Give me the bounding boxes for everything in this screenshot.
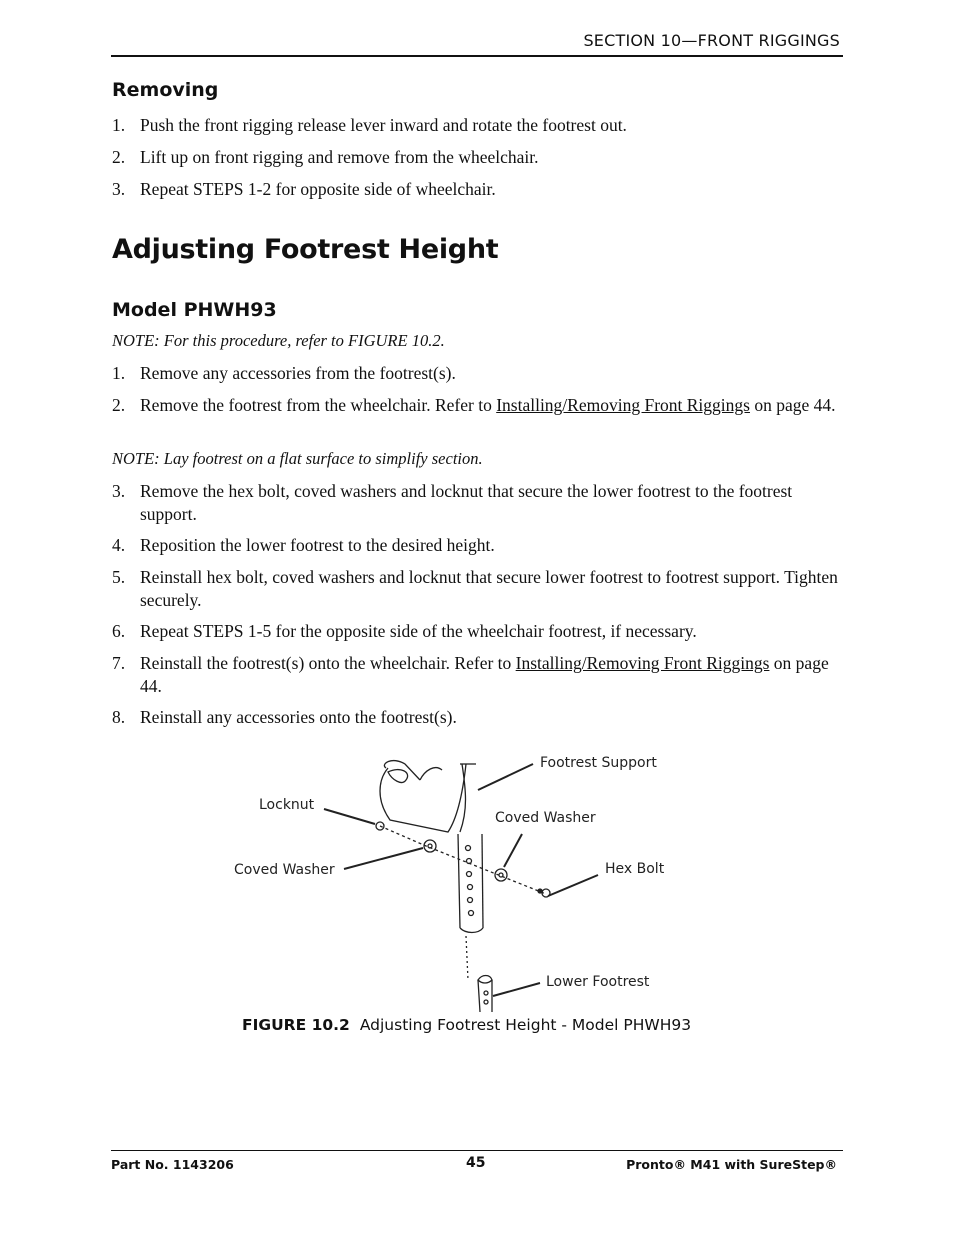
removing-step-3	[112, 178, 842, 201]
removing-step-1	[112, 114, 842, 137]
adjusting-step-8	[112, 706, 842, 729]
step-number: 1.	[112, 363, 126, 383]
step-text: Reinstall any accessories onto the footrest(s).	[140, 707, 457, 727]
label-lower-footrest: Lower Footrest	[546, 974, 650, 990]
adjusting-step-7	[112, 652, 842, 698]
step-text-pre: Reinstall the footrest(s) onto the wheelchair. Refer to	[140, 653, 516, 673]
tube-drawing	[458, 834, 460, 928]
step-number: 3.	[112, 481, 126, 501]
header-rule	[111, 55, 843, 57]
adjusting-step-4	[112, 534, 842, 557]
adjusting-step-1	[112, 362, 842, 385]
step-text: Reinstall hex bolt, coved washers and locknut that secure lower footrest to footrest support. Tighten securely.	[140, 567, 838, 610]
adjusting-step-3	[112, 480, 842, 526]
label-footrest-support: Footrest Support	[540, 755, 657, 771]
step-number: 8.	[112, 707, 126, 727]
step-text: Lift up on front rigging and remove from the wheelchair.	[140, 147, 539, 167]
step-number: 1.	[112, 115, 126, 135]
label-coved-washer-right: Coved Washer	[495, 810, 596, 826]
section-header: SECTION 10—FRONT RIGGINGS	[583, 31, 840, 50]
step-number: 7.	[112, 653, 126, 673]
label-hex-bolt: Hex Bolt	[605, 861, 665, 877]
page-title: Adjusting Footrest Height	[112, 234, 499, 265]
step-number: 2.	[112, 395, 126, 415]
step-text	[140, 652, 842, 698]
note-figure-reference: NOTE: For this procedure, refer to FIGURE 10.2.	[112, 331, 445, 350]
step-text-post: on page 44.	[749, 395, 836, 415]
footer-rule	[111, 1150, 843, 1151]
step-text: Repeat STEPS 1-2 for opposite side of wheelchair.	[140, 179, 496, 199]
label-coved-washer-left: Coved Washer	[234, 862, 335, 878]
step-text-post: on page 44.	[140, 653, 829, 696]
model-heading: Model PHWH93	[112, 299, 277, 321]
step-text-pre: Remove the footrest from the wheelchair. Refer to	[140, 395, 497, 415]
step-number: 3.	[112, 179, 126, 199]
step-number: 6.	[112, 621, 126, 641]
installing-removing-link[interactable]: Installing/Removing Front Riggings	[496, 395, 750, 415]
lower-footrest-drawing	[478, 980, 492, 1012]
step-text: Remove the hex bolt, coved washers and locknut that secure the lower footrest to the footrest support.	[140, 481, 793, 524]
adjusting-step-6	[112, 620, 842, 643]
label-locknut: Locknut	[259, 797, 315, 813]
installing-removing-link[interactable]: Installing/Removing Front Riggings	[515, 653, 770, 673]
support-bracket-drawing	[388, 770, 408, 783]
step-text: Remove any accessories from the footrest(s).	[140, 363, 456, 383]
footer-part-number: Part No. 1143206	[111, 1157, 234, 1172]
adjusting-step-2	[112, 394, 842, 417]
step-text: Repeat STEPS 1-5 for the opposite side of the wheelchair footrest, if necessary.	[140, 621, 697, 641]
adjusting-step-5	[112, 566, 842, 612]
figure-caption-label: FIGURE 10.2	[242, 1016, 350, 1034]
step-number: 2.	[112, 147, 126, 167]
figure-caption	[242, 1016, 691, 1034]
step-text: Push the front rigging release lever inward and rotate the footrest out.	[140, 115, 627, 135]
footrest-diagram	[220, 750, 740, 1020]
step-number: 5.	[112, 567, 126, 587]
footer-page-number: 45	[466, 1155, 486, 1171]
removing-step-2	[112, 146, 842, 169]
removing-heading: Removing	[112, 79, 219, 101]
footer-product-name: Pronto® M41 with SureStep®	[626, 1157, 837, 1172]
figure-caption-text: Adjusting Footrest Height - Model PHWH93	[359, 1016, 692, 1034]
step-text: Reposition the lower footrest to the desired height.	[140, 535, 495, 555]
note-flat-surface: NOTE: Lay footrest on a flat surface to simplify section.	[112, 449, 483, 468]
step-number: 4.	[112, 535, 126, 555]
step-text	[140, 394, 842, 417]
